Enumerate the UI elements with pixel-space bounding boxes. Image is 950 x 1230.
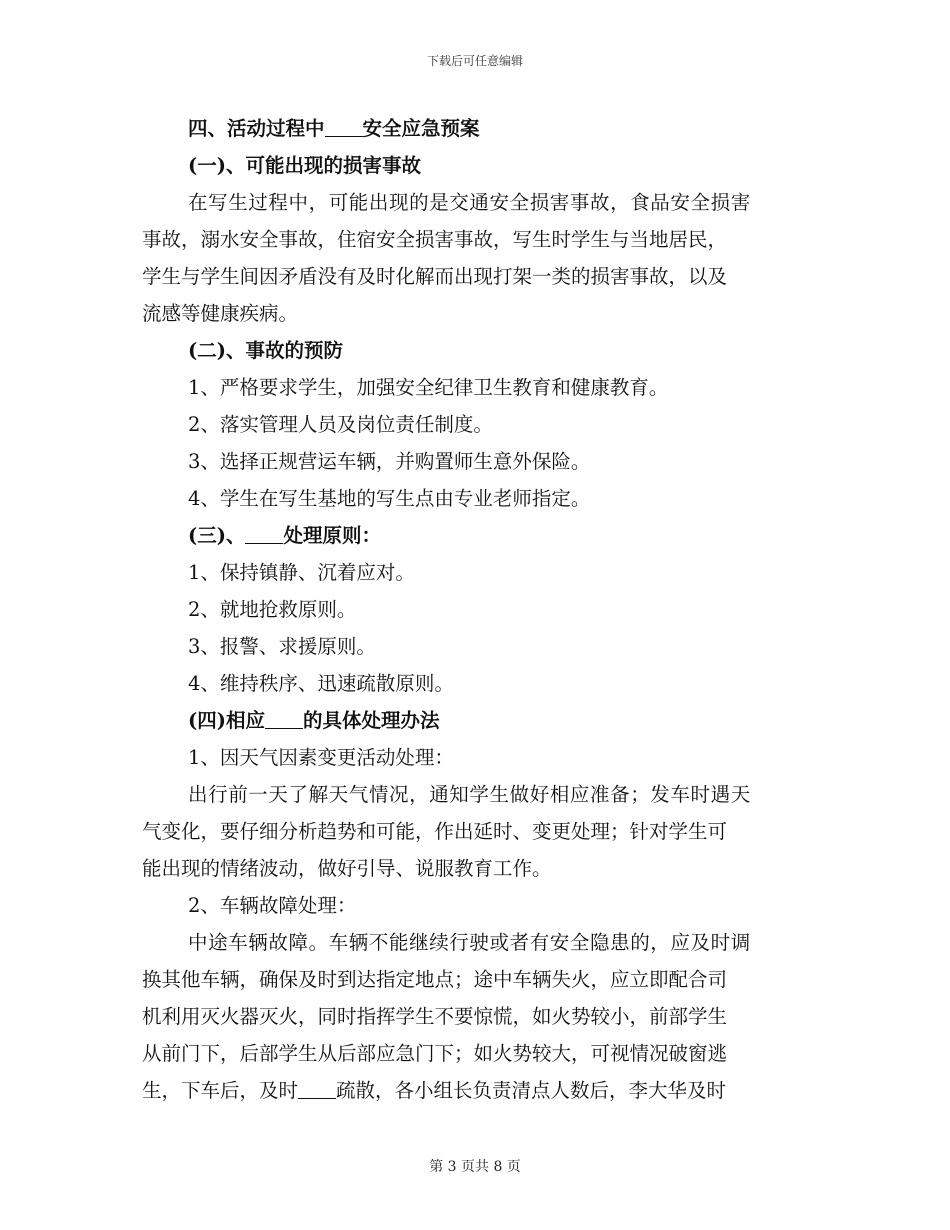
line-text-pre: 生，下车后，及时 — [142, 1079, 299, 1102]
document-body — [142, 110, 802, 1109]
list-item: 2、落实管理人员及岗位责任制度。 — [188, 413, 493, 436]
heading-text-pre: (四)相应 — [188, 709, 265, 732]
paragraph-line: 从前门下，后部学生从后部应急门下；如火势较大，可视情况破窗逃 — [142, 1042, 728, 1065]
item-title-weather: 1、因天气因素变更活动处理： — [188, 746, 454, 769]
blank-underline — [298, 1080, 336, 1099]
paragraph-line: 机利用灭火器灭火，同时指挥学生不要惊慌，如火势较小，前部学生 — [142, 1005, 728, 1028]
header-note: 下载后可任意编辑 — [426, 54, 523, 68]
subsection-heading-2: (二)、事故的预防 — [188, 339, 343, 362]
section-heading-4 — [142, 110, 802, 147]
paragraph-line: 能出现的情绪波动，做好引导、说服教育工作。 — [142, 857, 552, 880]
paragraph-weather — [142, 776, 802, 887]
paragraph-line: 学生与学生间因矛盾没有及时化解而出现打架一类的损害事故，以及 — [142, 265, 728, 288]
paragraph-accidents — [142, 184, 802, 332]
list-item: 4、学生在写生基地的写生点由专业老师指定。 — [188, 487, 591, 510]
list-item: 3、选择正规营运车辆，并购置师生意外保险。 — [188, 450, 591, 473]
item-title-vehicle: 2、车辆故障处理： — [188, 894, 357, 917]
paragraph-line: 气变化，要仔细分析趋势和可能，作出延时、变更处理；针对学生可 — [142, 820, 728, 843]
list-item: 1、保持镇静、沉着应对。 — [188, 561, 415, 584]
blank-underline — [265, 710, 303, 729]
paragraph-line — [142, 1072, 802, 1109]
paragraph-vehicle — [142, 924, 802, 1109]
paragraph-line: 中途车辆故障。车辆不能继续行驶或者有安全隐患的，应及时调 — [188, 931, 751, 954]
list-item: 3、报警、求援原则。 — [188, 635, 376, 658]
page-number: 第 3 页共 8 页 — [429, 1159, 521, 1175]
list-item: 4、维持秩序、迅速疏散原则。 — [188, 672, 454, 695]
line-text-post: 疏散，各小组长负责清点人数后，李大华及时 — [336, 1079, 727, 1102]
heading-text-post: 处理原则： — [283, 524, 381, 547]
heading-text-pre: 四、活动过程中 — [188, 117, 325, 140]
heading-text-post: 的具体处理办法 — [302, 709, 440, 732]
subsection-heading-3 — [142, 517, 802, 554]
subsection-heading-1: (一)、可能出现的损害事故 — [188, 154, 421, 177]
paragraph-line: 流感等健康疾病。 — [142, 302, 299, 325]
paragraph-line: 在写生过程中，可能出现的是交通安全损害事故，食品安全损害 — [188, 191, 751, 214]
paragraph-line: 换其他车辆，确保及时到达指定地点；途中车辆失火，应立即配合司 — [142, 968, 728, 991]
blank-underline — [325, 118, 363, 137]
paragraph-line: 事故，溺水安全事故，住宿安全损害事故，写生时学生与当地居民， — [142, 228, 728, 251]
heading-text-pre: (三)、 — [188, 524, 246, 547]
blank-underline — [245, 525, 283, 544]
subsection-heading-4 — [142, 702, 802, 739]
list-item: 1、严格要求学生，加强安全纪律卫生教育和健康教育。 — [188, 376, 669, 399]
list-item: 2、就地抢救原则。 — [188, 598, 357, 621]
paragraph-line: 出行前一天了解天气情况，通知学生做好相应准备；发车时遇天 — [188, 783, 751, 806]
heading-text-post: 安全应急预案 — [362, 117, 480, 140]
